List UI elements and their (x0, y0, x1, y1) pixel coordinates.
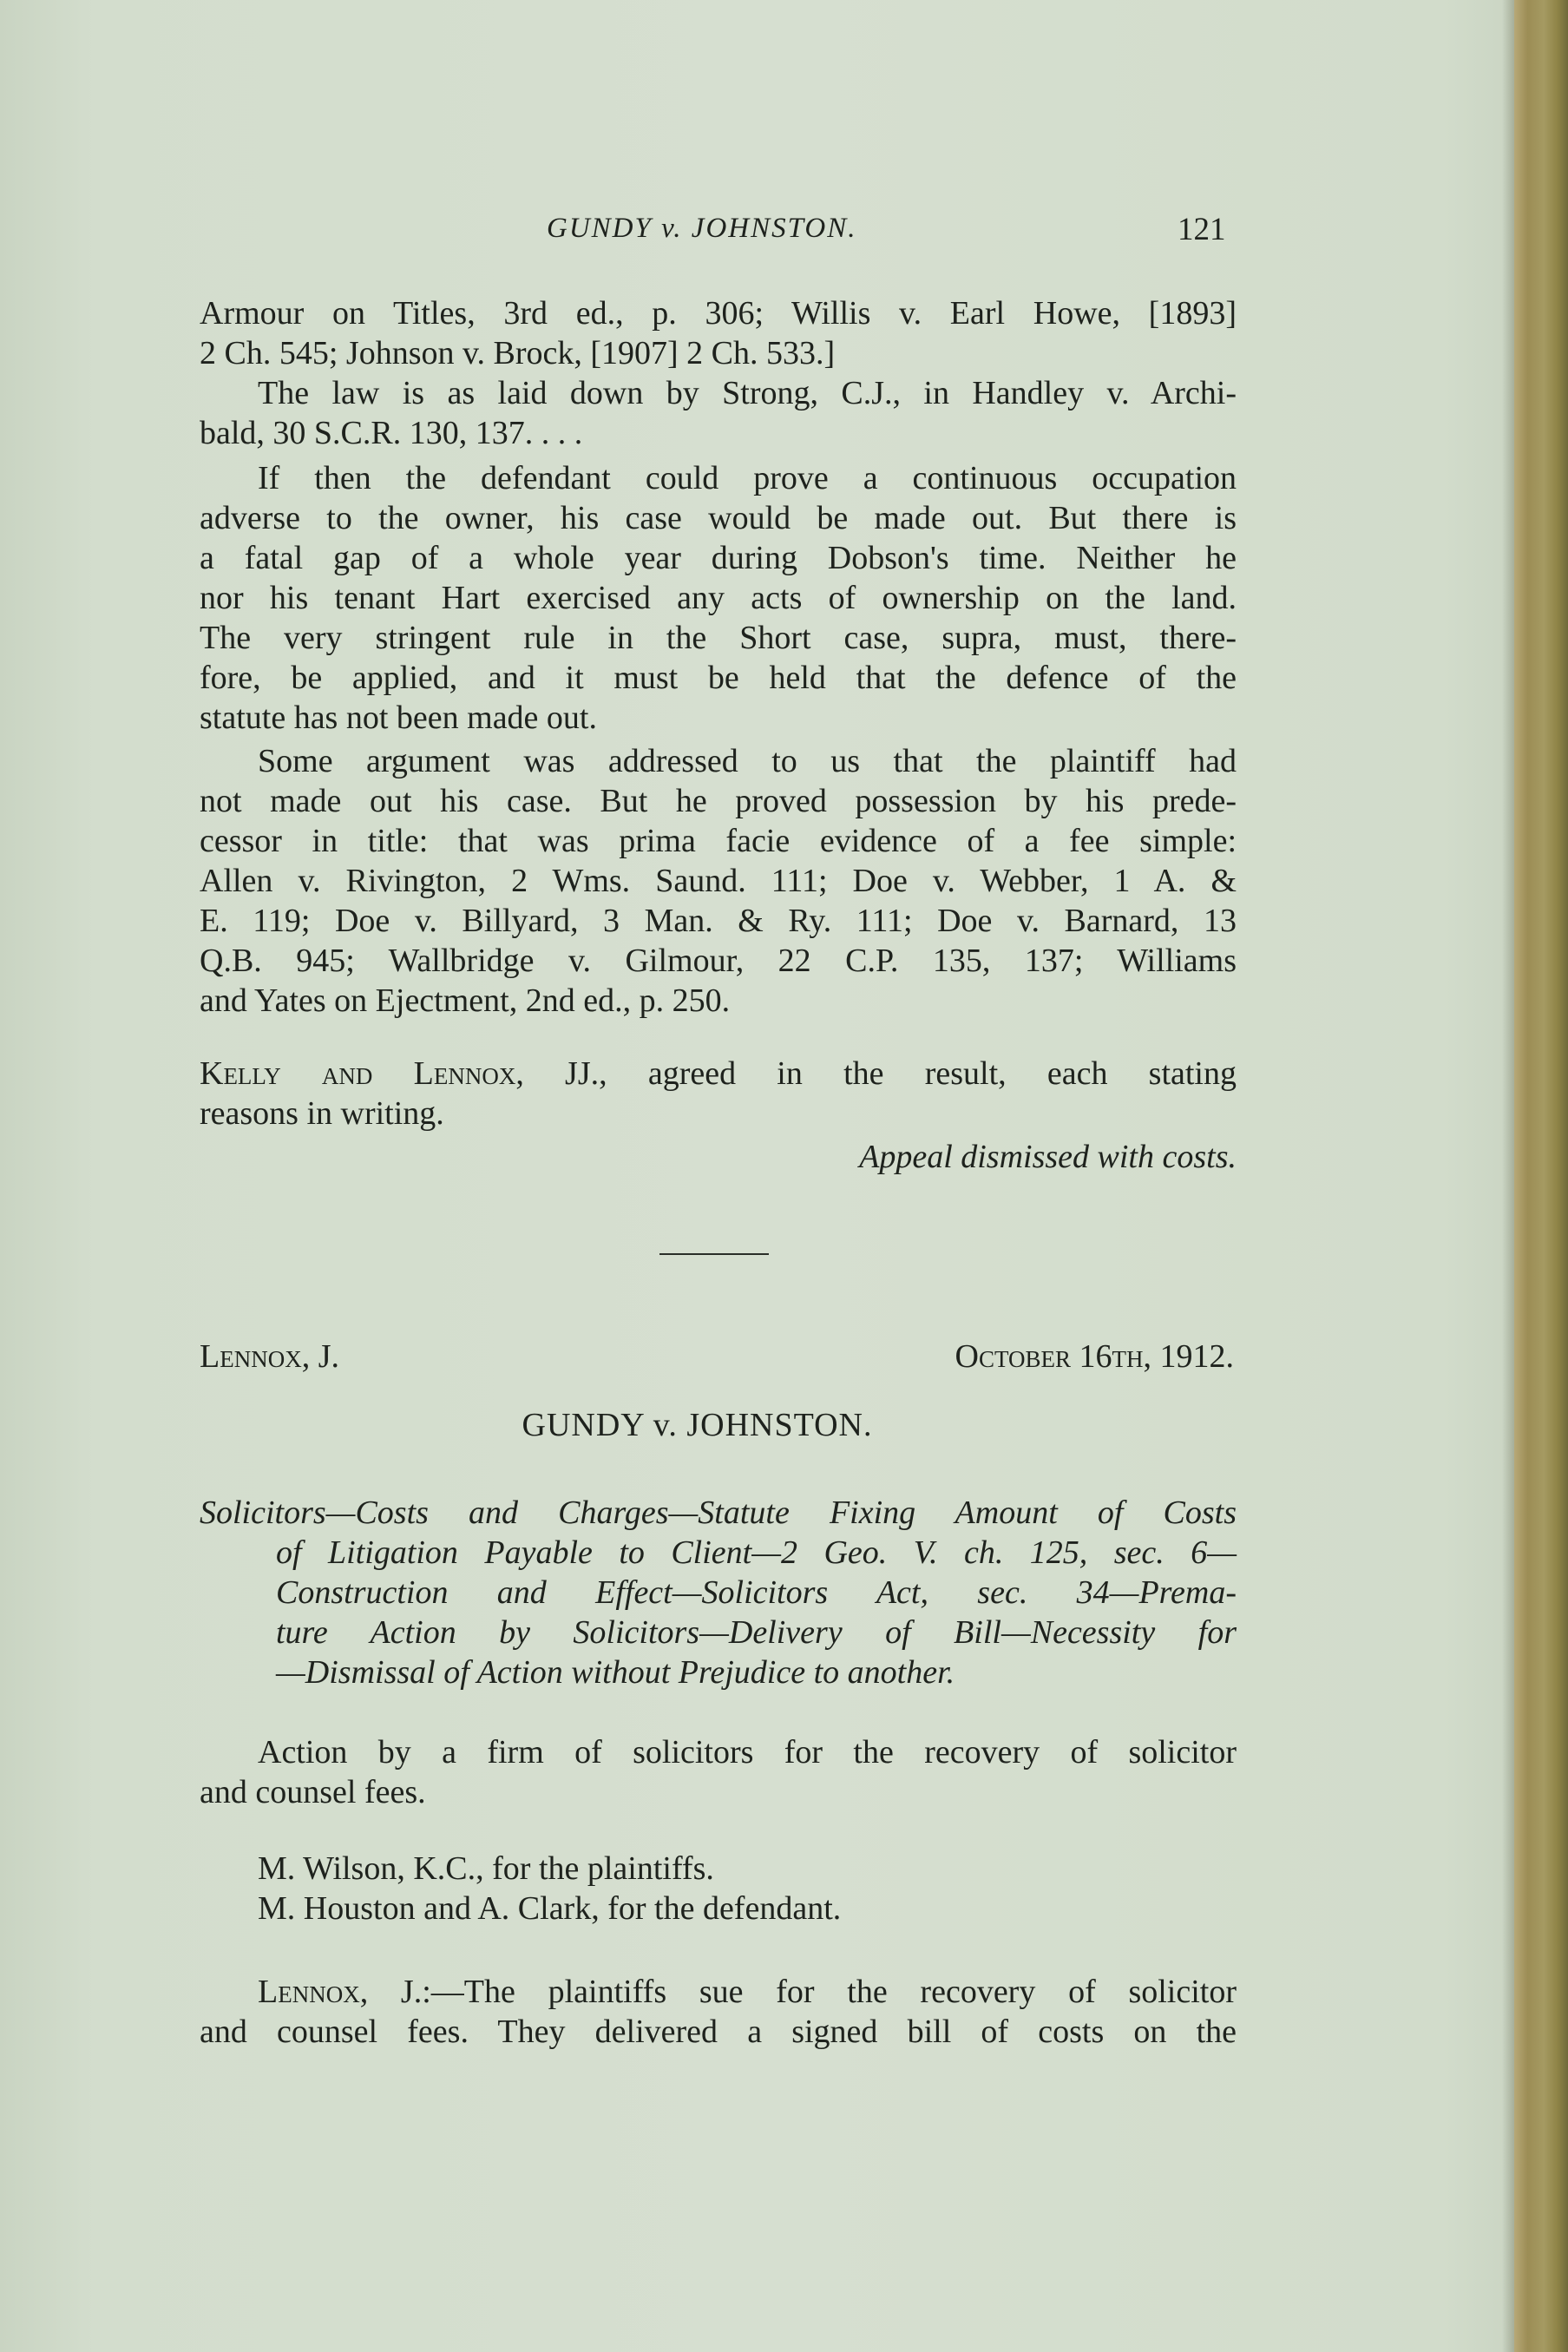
headnote-line: of Litigation Payable to Client—2 Geo. V. ch. 125, sec. 6— (276, 1534, 1237, 1571)
judgment-judge: Lennox, J. (258, 1974, 423, 2010)
date-span: , 1912. (1143, 1338, 1234, 1375)
text-line: The very stringent rule in the Short case, supra, must, there- (200, 620, 1237, 656)
case-title: GUNDY v. JOHNSTON. (522, 1407, 873, 1443)
new-case-date (200, 1337, 1234, 1376)
concurrence-line (200, 1054, 1237, 1094)
text-line: and counsel fees. They delivered a signed bill of costs on the (200, 2014, 1237, 2050)
text-line: and Yates on Ejectment, 2nd ed., p. 250. (200, 982, 731, 1019)
text-line: cessor in title: that was prima facie evidence of a fee simple: (200, 823, 1237, 859)
text-span: , agreed in the result, each stating (599, 1055, 1237, 1092)
judgment-line (258, 1972, 1237, 2012)
text-line: Action by a firm of solicitors for the recovery of solicitor (258, 1734, 1237, 1771)
text-line: Some argument was addressed to us that the plaintiff had (258, 743, 1237, 779)
text-span: :—The plaintiffs sue for the recovery of solicitor (422, 1974, 1237, 2010)
text-line: 2 Ch. 545; Johnson v. Brock, [1907] 2 Ch. 533.] (200, 335, 836, 371)
text-line: and counsel fees. (200, 1774, 426, 1810)
page-edge-shadow (1502, 0, 1514, 2352)
concurring-judges: Kelly and Lennox, JJ. (200, 1055, 600, 1092)
text-line: not made out his case. But he proved possession by his prede- (200, 783, 1237, 819)
text-line: statute has not been made out. (200, 700, 597, 736)
text-line: E. 119; Doe v. Billyard, 3 Man. & Ry. 111; Doe v. Barnard, 13 (200, 903, 1237, 939)
text-line: nor his tenant Hart exercised any acts of ownership on the land. (200, 580, 1237, 616)
text-line: fore, be applied, and it must be held that the defence of the (200, 660, 1237, 696)
headnote-line: Solicitors—Costs and Charges—Statute Fixing Amount of Costs (200, 1495, 1237, 1531)
text-line: adverse to the owner, his case would be made out. But there is (200, 500, 1237, 536)
running-header-title: GUNDY v. JOHNSTON. (547, 213, 857, 244)
headnote-line: Construction and Effect—Solicitors Act, sec. 34—Prema- (276, 1574, 1237, 1611)
headnote-line: —Dismissal of Action without Prejudice to another. (276, 1654, 955, 1691)
text-line: reasons in writing. (200, 1095, 444, 1132)
counsel-line: M. Houston and A. Clark, for the defendant. (258, 1890, 842, 1927)
text-line: Allen v. Rivington, 2 Wms. Saund. 111; Doe v. Webber, 1 A. & (200, 863, 1237, 899)
date-span: October 16th (955, 1338, 1144, 1375)
counsel-line: M. Wilson, K.C., for the plaintiffs. (258, 1850, 714, 1887)
text-line: Armour on Titles, 3rd ed., p. 306; Willis v. Earl Howe, [1893] (200, 295, 1237, 332)
text-line: Q.B. 945; Wallbridge v. Gilmour, 22 C.P. 135, 137; Williams (200, 943, 1237, 979)
text-line: a fatal gap of a whole year during Dobson's time. Neither he (200, 540, 1237, 576)
headnote-line: ture Action by Solicitors—Delivery of Bill—Necessity for (276, 1614, 1237, 1651)
text-line: The law is as laid down by Strong, C.J., in Handley v. Archi- (258, 375, 1237, 411)
disposition: Appeal dismissed with costs. (859, 1139, 1237, 1175)
text-line: bald, 30 S.C.R. 130, 137. . . . (200, 415, 583, 451)
text-line: If then the defendant could prove a continuous occupation (258, 460, 1237, 496)
page-number: 121 (1178, 212, 1226, 247)
section-divider (659, 1253, 769, 1255)
new-case-judge: Lennox, J. (200, 1338, 339, 1375)
page-edge (1514, 0, 1568, 2352)
